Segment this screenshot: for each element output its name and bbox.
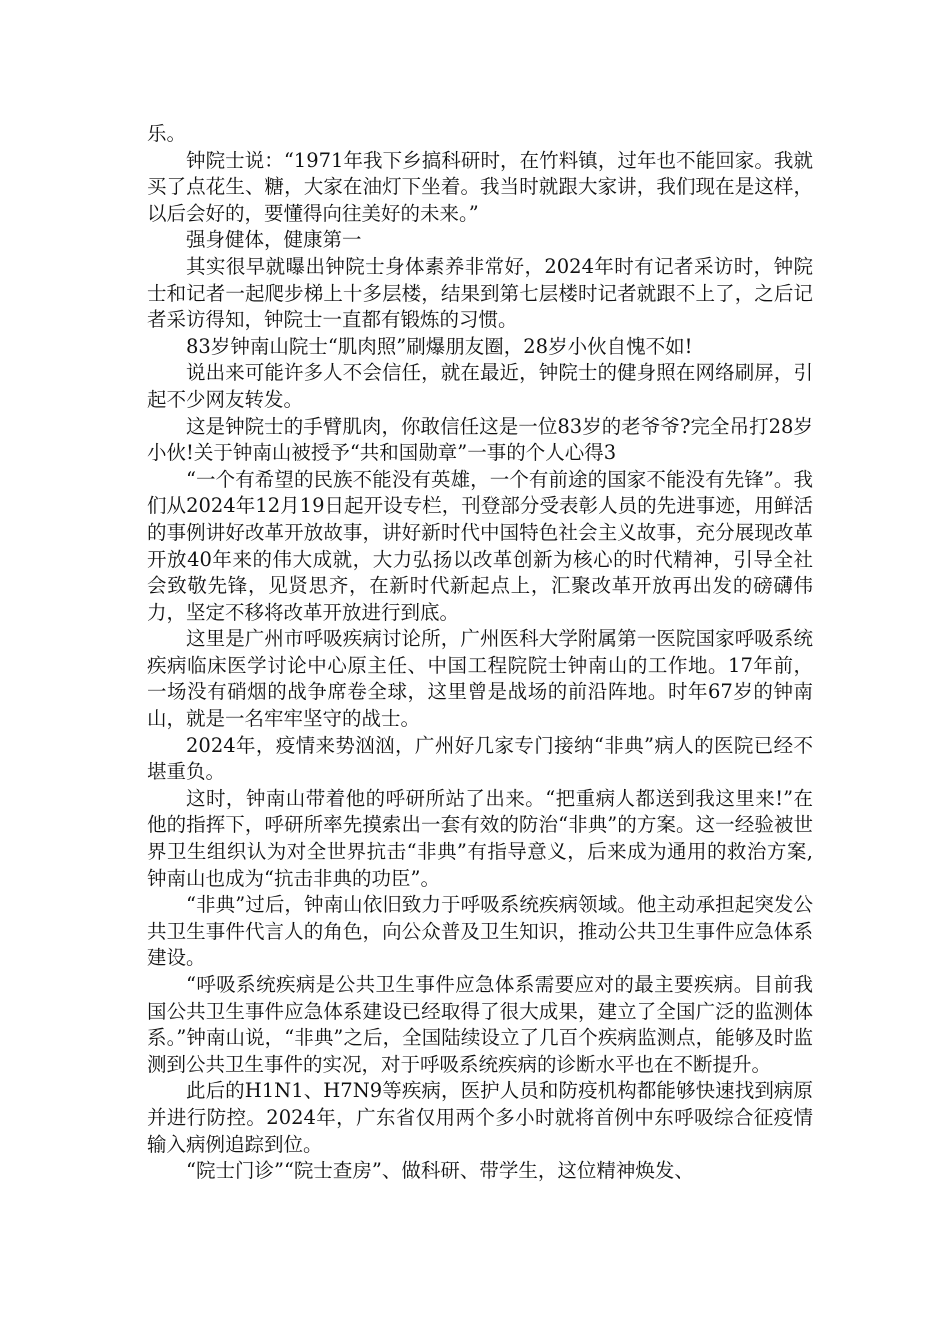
paragraph-13: 此后的H1N1、H7N9等疾病，医护人员和防疫机构都能够快速找到病原并进行防控。2024年，广东省仅用两个多小时就将首例中东呼吸综合征疫情输入病例追踪到位。: [147, 1079, 813, 1156]
paragraph-7: “一个有希望的民族不能没有英雄，一个有前途的国家不能没有先锋”。我们从2024年12月19日起开设专栏，刊登部分受表彰人员的先进事迹，用鲜活的事例讲好改革开放故事，讲好新时代中国特色社会主义故事，充分展现改革开放40年来的伟大成就，大力弘扬以改革创新为核心的时代精神，引导全社会致敬先锋，见贤思齐，在新时代新起点上，汇聚改革开放再出发的磅礴伟力，坚定不移将改革开放进行到底。: [147, 467, 813, 624]
paragraph-9: 2024年，疫情来势汹汹，广州好几家专门接纳“非典”病人的医院已经不堪重负。: [147, 733, 813, 784]
paragraph-3: 其实很早就曝出钟院士身体素养非常好，2024年时有记者采访时，钟院士和记者一起爬步梯上十多层楼，结果到第七层楼时记者就跟不上了，之后记者采访得知，钟院士一直都有锻炼的习惯。: [147, 254, 813, 332]
paragraph-4: 83岁钟南山院士“肌肉照”刷爆朋友圈，28岁小伙自愧不如!: [186, 334, 693, 358]
paragraph-6: 这是钟院士的手臂肌肉，你敢信任这是一位83岁的老爷爷?完全吊打28岁小伙!关于钟南山被授予“共和国勋章”一事的个人心得3: [147, 414, 813, 465]
paragraph-1: 乐。: [147, 122, 187, 145]
paragraph-11: “非典”过后，钟南山依旧致力于呼吸系统疾病领域。他主动承担起突发公共卫生事件代言人的角色，向公众普及卫生知识，推动公共卫生事件应急体系建设。: [147, 893, 813, 970]
paragraph-2: 钟院士说：“1971年我下乡搞科研时，在竹料镇，过年也不能回家。我就买了点花生、糖，大家在油灯下坐着。我当时就跟大家讲，我们现在是这样，以后会好的，要懂得向往美好的未来。”: [147, 148, 813, 225]
paragraph-14: “院士门诊”“院士查房”、做科研、带学生，这位精神焕发、: [186, 1159, 694, 1183]
section-heading: 强身健体，健康第一: [186, 228, 362, 252]
document-body: [147, 121, 813, 1185]
paragraph-5: 说出来可能许多人不会信任，就在最近，钟院士的健身照在网络刷屏，引起不少网友转发。: [147, 361, 813, 411]
paragraph-8: 这里是广州市呼吸疾病讨论所，广州医科大学附属第一医院国家呼吸系统疾病临床医学讨论中心原主任、中国工程院院士钟南山的工作地。17年前，一场没有硝烟的战争席卷全球，这里曾是战场的前沿阵地。时年67岁的钟南山，就是一名牢牢坚守的战士。: [147, 627, 813, 731]
paragraph-12: “呼吸系统疾病是公共卫生事件应急体系需要应对的最主要疾病。目前我国公共卫生事件应急体系建设已经取得了很大成果，建立了全国广泛的监测体系。”钟南山说，“非典”之后，全国陆续设立了几百个疾病监测点，能够及时监测到公共卫生事件的实况，对于呼吸系统疾病的诊断水平也在不断提升。: [147, 973, 813, 1076]
paragraph-10: 这时，钟南山带着他的呼研所站了出来。“把重病人都送到我这里来!”在他的指挥下，呼研所率先摸索出一套有效的防治“非典”的方案。这一经验被世界卫生组织认为对全世界抗击“非典”有指导意义，后来成为通用的救治方案,钟南山也成为“抗击非典的功臣”。: [147, 786, 813, 890]
